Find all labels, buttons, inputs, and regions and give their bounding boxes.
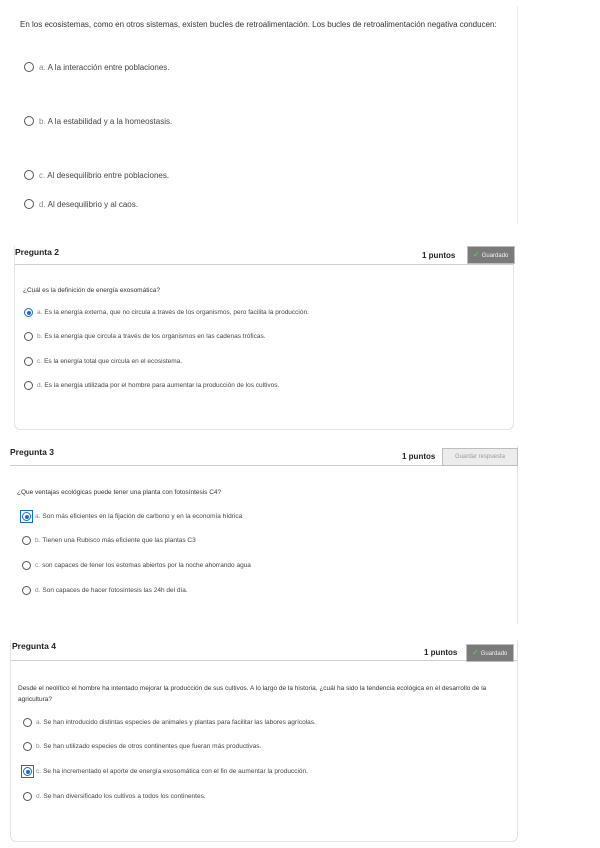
q4-option-d-label: Se han diversificado los cultivos a todos los continentes. [43,793,206,800]
check-icon: ✓ [473,250,480,259]
question-2-panel [14,246,514,430]
q4-option-a-radio[interactable] [23,718,32,727]
q4-option-b[interactable] [23,742,261,751]
q4-option-c-radio[interactable] [23,767,32,776]
question-4-panel [10,640,518,842]
question-4-title: Pregunta 4 [12,641,56,651]
q2-option-b-label: Es la energía que circula a través de los organismos en las cadenas tróficas. [44,333,266,340]
q3-option-c[interactable] [22,561,251,570]
q1-option-d[interactable] [24,199,138,209]
q2-option-a-letter: a. [37,309,43,316]
question-4-status [466,644,514,662]
q1-option-b[interactable] [24,116,172,126]
q3-option-b[interactable] [22,536,196,545]
q3-option-a[interactable] [22,512,242,521]
q1-option-d-label: Al desequilibrio y al caos. [47,199,138,209]
question-4-status-label: Guardado [480,651,508,657]
q3-option-d-radio[interactable] [22,586,31,595]
question-3-status[interactable] [442,448,518,466]
q3-option-c-label: son capaces de tener los estomas abiertos por la noche ahorrando agua [42,562,251,569]
q1-option-a[interactable] [24,62,170,72]
question-2-text: ¿Cuál es la definición de energía exosomática? [23,287,160,294]
q1-option-d-letter: d. [39,199,46,209]
q2-option-d[interactable] [24,381,279,390]
question-2-points: 1 puntos [422,251,456,260]
q1-option-c-radio[interactable] [24,170,34,180]
question-2-status [467,246,515,264]
question-4-points: 1 puntos [424,648,458,657]
check-icon: ✓ [472,648,479,657]
q2-option-d-letter: d. [37,382,43,389]
q2-option-a[interactable] [24,308,309,317]
q3-option-a-label: Son más eficientes en la fijación de carbono y en la economía hídrica [42,513,243,520]
question-3-text: ¿Que ventajas ecológicas puede tener una planta con fotosíntesis C4? [17,489,222,496]
question-2-title: Pregunta 2 [15,247,59,257]
q3-option-c-letter: c. [35,562,41,569]
question-3-panel [10,446,518,624]
q2-option-c[interactable] [24,357,182,366]
question-1-panel [14,6,518,224]
q1-option-b-radio[interactable] [24,116,34,126]
q3-option-d[interactable] [22,586,188,595]
question-3-title: Pregunta 3 [10,447,54,457]
q4-option-c-letter: c. [36,768,42,775]
q3-option-a-letter: a. [35,513,41,520]
q3-option-c-radio[interactable] [22,561,31,570]
question-2-status-label: Guardado [481,253,509,259]
q2-option-c-radio[interactable] [24,357,33,366]
q2-option-a-label: Es la energía externa, que no circula a través de los organismos, pero facilita la producción. [44,309,309,316]
q3-option-d-letter: d. [35,587,41,594]
q3-option-b-letter: b. [35,537,41,544]
q1-option-b-letter: b. [39,116,46,126]
q1-option-c[interactable] [24,170,169,180]
q3-option-d-label: Son capaces de hacer fotosíntesis las 24h del día. [42,587,188,594]
q4-option-b-label: Se han utilizado especies de otros continentes que fueran más productivas. [43,743,262,750]
q1-option-a-label: A la interacción entre poblaciones. [47,62,170,72]
q2-option-d-radio[interactable] [24,381,33,390]
q1-option-d-radio[interactable] [24,199,34,209]
q3-option-b-label: Tienen una Rubisco más eficiente que las plantas C3 [42,537,196,544]
q2-option-c-letter: c. [37,358,43,365]
q4-option-c[interactable] [23,767,308,776]
q2-option-b[interactable] [24,332,266,341]
q4-option-c-label: Se ha incrementado el aporte de energía exosomática con el fin de aumentar la producción. [43,768,308,775]
q4-option-b-letter: b. [36,743,42,750]
q2-option-a-radio[interactable] [24,308,33,317]
q2-option-b-letter: b. [37,333,43,340]
q4-option-d[interactable] [23,792,206,801]
q4-option-d-letter: d. [36,793,42,800]
q2-option-b-radio[interactable] [24,332,33,341]
q4-option-a[interactable] [23,718,316,727]
question-4-header [11,640,517,661]
q2-option-c-label: Es la energía total que circula en el ecosistema. [44,358,183,365]
q1-option-b-label: A la estabilidad y a la homeostasis. [47,116,173,126]
question-4-text: Desde el neolítico el hombre ha intentado mejorar la producción de sus cultivos. A lo largo de la historia, ¿cuál ha sido la tendencia ecológica en el desarrollo de la agricultura? [18,685,487,703]
question-2-header [15,246,513,265]
q4-option-a-letter: a. [36,719,42,726]
q3-option-a-radio[interactable] [22,512,31,521]
q3-option-b-radio[interactable] [22,536,31,545]
q4-option-d-radio[interactable] [23,792,32,801]
question-3-status-label: Guardar respuesta [454,454,506,460]
q1-option-a-letter: a. [39,62,46,72]
q4-option-b-radio[interactable] [23,742,32,751]
question-1-text: En los ecosistemas, como en otros sistemas, existen bucles de retroalimentación. Los bucles de retroalimentación negativa conducen: [20,20,497,29]
q1-option-a-radio[interactable] [24,62,34,72]
question-3-header [10,446,517,466]
q2-option-d-label: Es la energía utilizada por el hombre para aumentar la producción de los cultivos. [44,382,280,389]
q1-option-c-label: Al desequilibrio entre poblaciones. [47,170,170,180]
q4-option-a-label: Se han introducido distintas especies de animales y plantas para facilitar las labores agrícolas. [43,719,316,726]
q1-option-c-letter: c. [39,170,46,180]
question-3-points: 1 puntos [402,452,436,461]
